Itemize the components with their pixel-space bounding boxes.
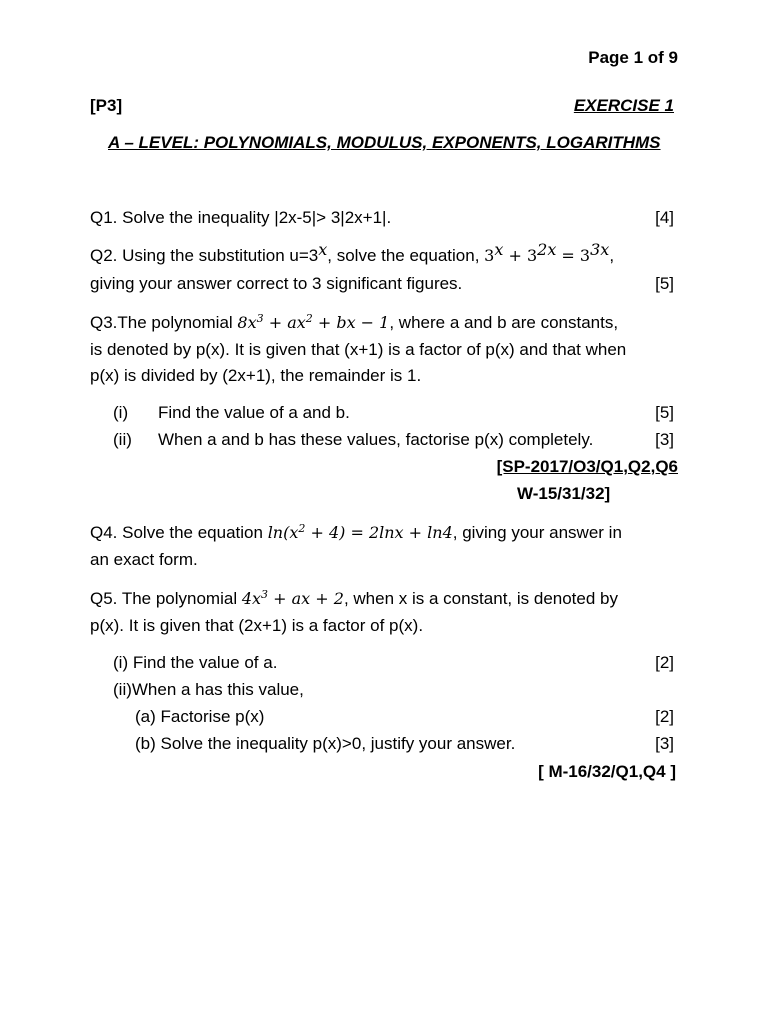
q5-part-i-text: (i) Find the value of a. <box>113 653 278 672</box>
q2-line1 <box>90 240 615 266</box>
q2-line2: giving your answer correct to 3 significant figures. <box>90 274 463 293</box>
q5-polynomial: $4x^3$ + ax + 2 <box>241 588 344 608</box>
q3-line1 <box>90 313 618 333</box>
q3-part-i-text: Find the value of a and b. <box>158 403 350 422</box>
q4-text-a: Q4. Solve the equation <box>90 523 268 542</box>
q5-text-a: Q5. The polynomial <box>90 589 242 608</box>
q5-reference: [ M-16/32/Q1,Q4 ] <box>538 762 676 781</box>
q5-part-a-text: (a) Factorise p(x) <box>135 707 265 726</box>
q4-equation: $\ln(x^2 + 4) = 2\ln x + \ln 4$ <box>267 522 453 542</box>
q3-part-ii-marks: [3] <box>655 430 674 449</box>
q3-text-b: , where a and b are constants, <box>389 313 619 332</box>
q2-marks: [5] <box>655 274 674 293</box>
q1-marks: [4] <box>655 208 674 227</box>
q5-line1 <box>90 589 618 609</box>
q2-equation: $3^x + 3^{2x} = 3^{3x}$ <box>484 240 610 265</box>
q3-part-ii-num: (ii) <box>113 430 132 449</box>
q2-text-b: , solve the equation, <box>327 246 485 265</box>
exercise-label: EXERCISE 1 <box>573 96 674 115</box>
q4-line1 <box>90 523 622 543</box>
q3-polynomial: $8x^3 + ax^2$ + bx − 1 <box>237 312 390 332</box>
q4-text-b: , giving your answer in <box>452 523 622 542</box>
q5-part-b-marks: [3] <box>655 734 674 753</box>
document-title: A – LEVEL: POLYNOMIALS, MODULUS, EXPONENTS, LOGARITHMS <box>108 133 661 152</box>
q2-text-a-sup: x <box>318 240 328 259</box>
q2-text-c: , <box>609 246 615 265</box>
q3-line2: is denoted by p(x). It is given that (x+1) is a factor of p(x) and that when <box>90 340 627 359</box>
q5-line2: p(x). It is given that (2x+1) is a factor of p(x). <box>90 616 424 635</box>
q3-part-ii-text: When a and b has these values, factorise p(x) completely. <box>158 430 594 449</box>
q3-reference-1: [SP-2017/O3/Q1,Q2,Q6 <box>496 457 678 476</box>
paper-code: [P3] <box>90 96 123 115</box>
q5-part-b-text: (b) Solve the inequality p(x)>0, justify your answer. <box>135 734 516 753</box>
q3-part-i-marks: [5] <box>655 403 674 422</box>
q2-text-a: Q2. Using the substitution u=3 <box>90 246 319 265</box>
q4-line2: an exact form. <box>90 550 198 569</box>
q3-reference-2: W-15/31/32] <box>517 484 611 503</box>
q3-text-a: Q3.The polynomial <box>90 313 238 332</box>
page-number: Page 1 of 9 <box>588 48 678 67</box>
q3-part-i-num: (i) <box>113 403 129 422</box>
q5-part-ii-text: (ii)When a has this value, <box>113 680 304 699</box>
q5-part-i-marks: [2] <box>655 653 674 672</box>
q1-text: Q1. Solve the inequality |2x-5|> 3|2x+1|. <box>90 208 392 227</box>
q3-line3: p(x) is divided by (2x+1), the remainder is 1. <box>90 366 422 385</box>
q5-part-a-marks: [2] <box>655 707 674 726</box>
q5-text-b: , when x is a constant, is denoted by <box>343 589 618 608</box>
